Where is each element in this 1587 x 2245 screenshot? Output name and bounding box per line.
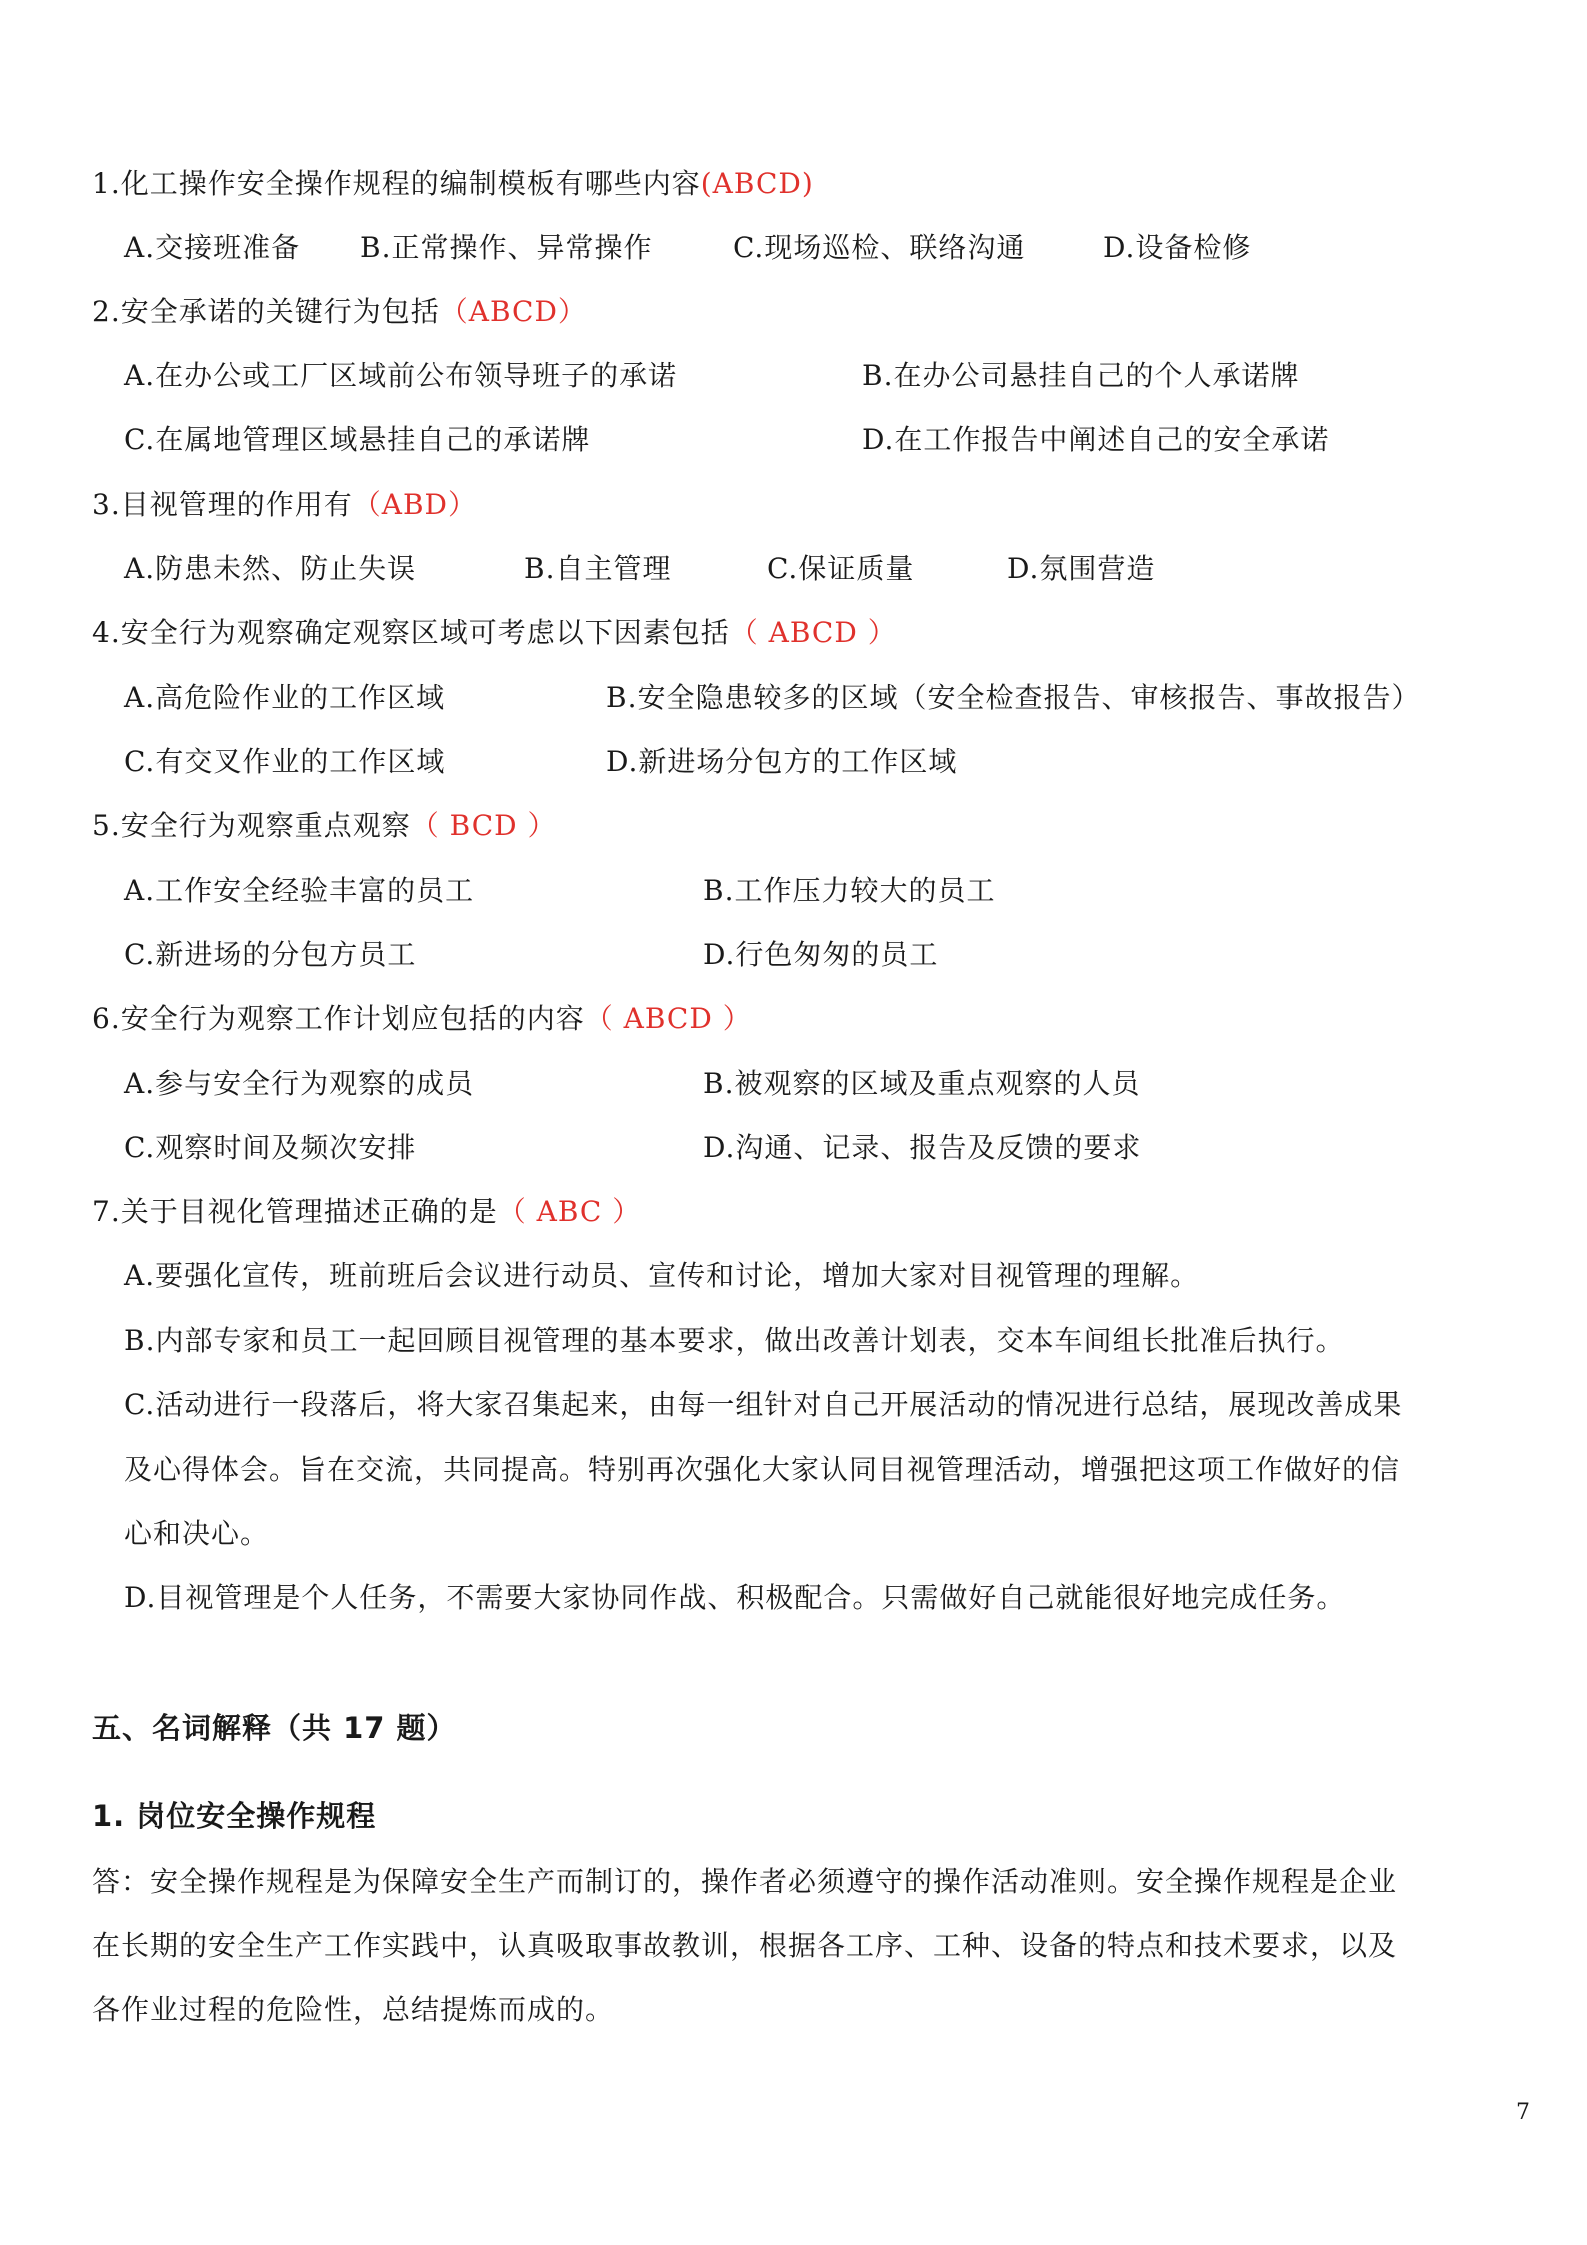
question-text: 4.安全行为观察确定观察区域可考虑以下因素包括 xyxy=(92,616,730,649)
question-1-option-b: B.正常操作、异常操作 xyxy=(360,231,653,264)
answer-key: (ABCD) xyxy=(700,167,814,200)
answer-key: （ABD） xyxy=(352,488,477,521)
question-2-stem xyxy=(92,292,587,332)
term-answer-line: 各作业过程的危险性，总结提炼而成的。 xyxy=(92,1993,615,2026)
question-4-stem xyxy=(92,613,897,653)
question-text: 2.安全承诺的关键行为包括 xyxy=(92,295,440,328)
section-title: 五、名词解释（共 17 题） xyxy=(92,1711,457,1745)
question-text: 5.安全行为观察重点观察 xyxy=(92,809,411,842)
question-4-option-d: D.新进场分包方的工作区域 xyxy=(606,745,958,778)
question-text: 3.目视管理的作用有 xyxy=(92,488,353,521)
question-5-option-d: D.行色匆匆的员工 xyxy=(703,938,939,971)
question-2-option-c: C.在属地管理区域悬挂自己的承诺牌 xyxy=(124,423,591,456)
question-7-option-c: C.活动进行一段落后，将大家召集起来，由每一组针对自己开展活动的情况进行总结，展现改善成果 xyxy=(124,1388,1403,1421)
question-text: 7.关于目视化管理描述正确的是 xyxy=(92,1195,498,1228)
question-7-option-b: B.内部专家和员工一起回顾目视管理的基本要求，做出改善计划表，交本车间组长批准后执行。 xyxy=(124,1324,1345,1357)
question-1-option-d: D.设备检修 xyxy=(1103,231,1252,264)
question-5-option-b: B.工作压力较大的员工 xyxy=(703,874,996,907)
question-7-option-d: D.目视管理是个人任务，不需要大家协同作战、积极配合。只需做好自己就能很好地完成任务。 xyxy=(124,1581,1346,1614)
question-4-option-a: A.高危险作业的工作区域 xyxy=(124,681,446,714)
term-answer-line: 答：安全操作规程是为保障安全生产而制订的，操作者必须遵守的操作活动准则。安全操作规程是企业 xyxy=(92,1865,1398,1898)
answer-key: （ ABCD ） xyxy=(729,616,897,649)
answer-key: （ ABCD ） xyxy=(584,1002,752,1035)
question-3-stem xyxy=(92,485,477,525)
question-3-option-b: B.自主管理 xyxy=(524,552,672,585)
question-1-option-c: C.现场巡检、联络沟通 xyxy=(733,231,1026,264)
question-4-option-c: C.有交叉作业的工作区域 xyxy=(124,745,446,778)
answer-key: （ ABC ） xyxy=(497,1195,642,1228)
question-6-stem xyxy=(92,999,752,1039)
question-2-option-d: D.在工作报告中阐述自己的安全承诺 xyxy=(862,423,1330,456)
question-3-option-d: D.氛围营造 xyxy=(1007,552,1156,585)
question-3-option-a: A.防患未然、防止失误 xyxy=(124,552,417,585)
question-6-option-c: C.观察时间及频次安排 xyxy=(124,1131,417,1164)
question-7-option-c-cont: 心和决心。 xyxy=(124,1517,270,1550)
term-answer-line: 在长期的安全生产工作实践中，认真吸取事故教训，根据各工序、工种、设备的特点和技术要求，以及 xyxy=(92,1929,1398,1962)
question-5-option-c: C.新进场的分包方员工 xyxy=(124,938,417,971)
question-text: 6.安全行为观察工作计划应包括的内容 xyxy=(92,1002,585,1035)
question-1-option-a: A.交接班准备 xyxy=(124,231,301,264)
question-2-option-a: A.在办公或工厂区域前公布领导班子的承诺 xyxy=(124,359,678,392)
answer-key: （ABCD） xyxy=(439,295,587,328)
question-3-option-c: C.保证质量 xyxy=(767,552,915,585)
question-1-stem xyxy=(92,164,814,204)
question-6-option-a: A.参与安全行为观察的成员 xyxy=(124,1067,475,1100)
question-7-option-c-cont: 及心得体会。旨在交流，共同提高。特别再次强化大家认同目视管理活动，增强把这项工作做好的信 xyxy=(124,1453,1401,1486)
question-7-stem xyxy=(92,1192,641,1232)
question-5-stem xyxy=(92,806,557,846)
question-6-option-d: D.沟通、记录、报告及反馈的要求 xyxy=(703,1131,1142,1164)
page-number: 7 xyxy=(1516,2100,1530,2125)
answer-key: （ BCD ） xyxy=(410,809,557,842)
question-2-option-b: B.在办公司悬挂自己的个人承诺牌 xyxy=(862,359,1300,392)
question-4-option-b: B.安全隐患较多的区域（安全检查报告、审核报告、事故报告） xyxy=(606,681,1421,714)
term-title: 1. 岗位安全操作规程 xyxy=(92,1799,377,1833)
question-text: 1.化工操作安全操作规程的编制模板有哪些内容 xyxy=(92,167,701,200)
question-6-option-b: B.被观察的区域及重点观察的人员 xyxy=(703,1067,1141,1100)
question-5-option-a: A.工作安全经验丰富的员工 xyxy=(124,874,475,907)
question-7-option-a: A.要强化宣传，班前班后会议进行动员、宣传和讨论，增加大家对目视管理的理解。 xyxy=(124,1259,1200,1292)
